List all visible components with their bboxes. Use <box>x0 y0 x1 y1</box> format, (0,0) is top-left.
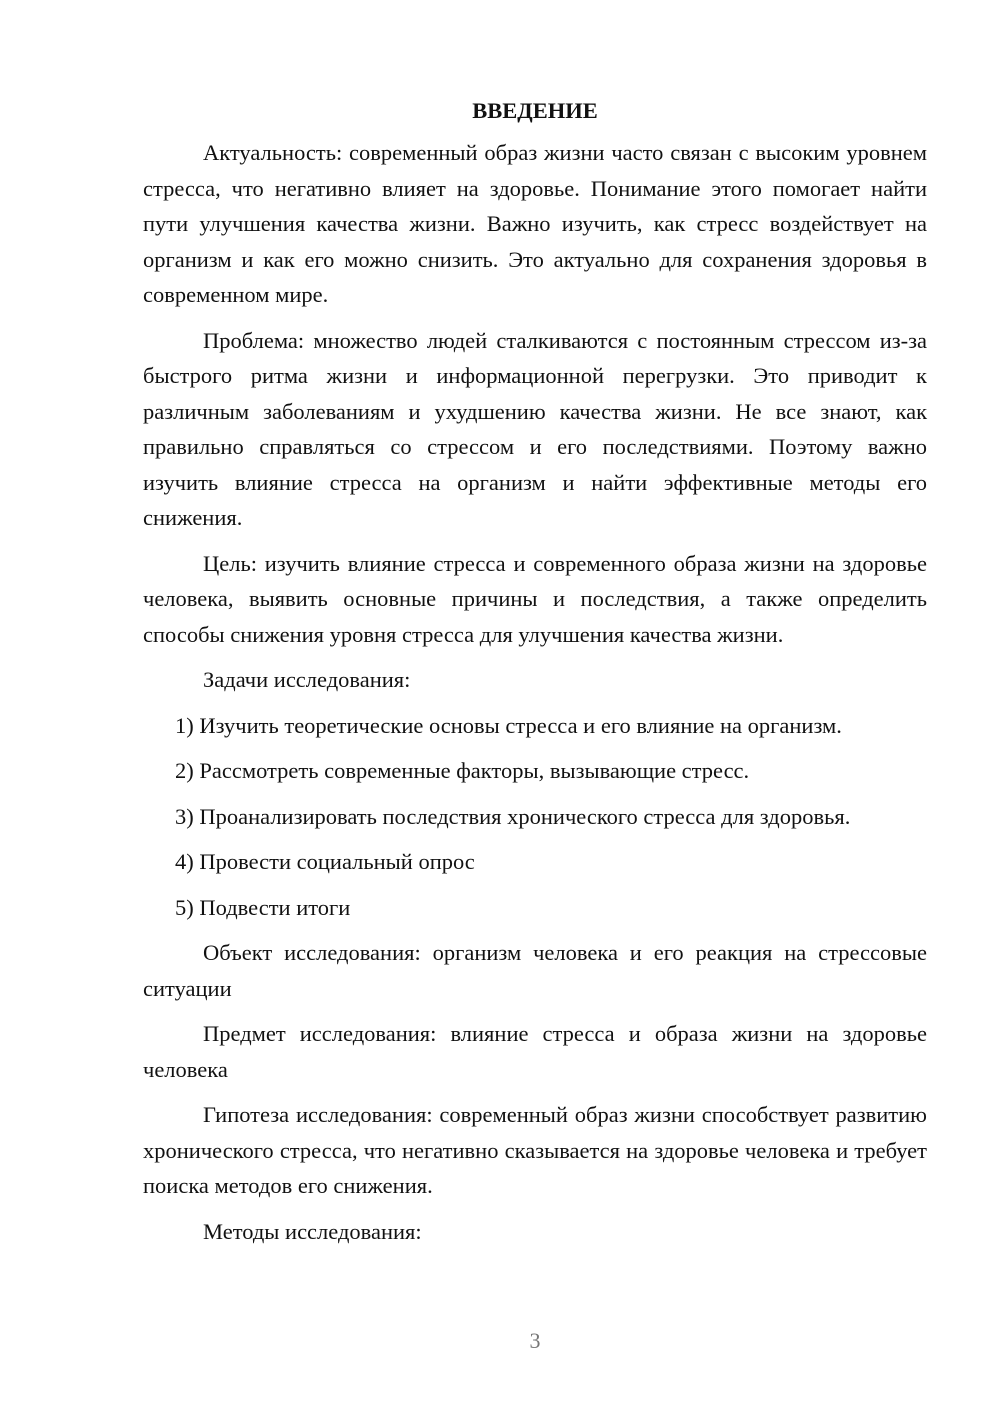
task-item: 5) Подвести итоги <box>175 894 351 920</box>
object-paragraph: Объект исследования: организм человека и его реакция на стрессовые ситуации <box>143 940 927 1001</box>
task-item: 3) Проанализировать последствия хронического стресса для здоровья. <box>175 803 851 829</box>
page-content <box>143 96 927 1259</box>
subject-paragraph: Предмет исследования: влияние стресса и образа жизни на здоровье человека <box>143 1021 927 1082</box>
task-item: 4) Провести социальный опрос <box>175 849 475 874</box>
section-title: ВВЕДЕНИЕ <box>472 98 598 123</box>
tasks-heading: Задачи исследования: <box>203 667 411 692</box>
methods-heading: Методы исследования: <box>203 1218 422 1244</box>
task-item: 2) Рассмотреть современные факторы, вызывающие стресс. <box>175 758 750 783</box>
page-number: 3 <box>529 1328 541 1353</box>
goal-paragraph: Цель: изучить влияние стресса и современного образа жизни на здоровье человека, выявить основные причины и последствия, а также определить способы снижения уровня стресса для улучшения качества жизни. <box>143 550 927 647</box>
problem-paragraph: Проблема: множество людей сталкиваются с постоянным стрессом из-за быстрого ритма жизни и информационной перегрузки. Это приводит к различным заболеваниям и ухудшению качества жизни. Не все знают, как правильно справляться со стрессом и его последствиями. Поэтому важно изучить влияние стресса на организм и найти эффективные методы его снижения. <box>143 327 927 530</box>
relevance-paragraph: Актуальность: современный образ жизни часто связан с высоким уровнем стресса, что негативно влияет на здоровье. Понимание этого помогает найти пути улучшения качества жизни. Важно изучить, как стресс воздействует на организм и как его можно снизить. Это актуально для сохранения здоровья в современном мире. <box>143 140 927 307</box>
task-item: 1) Изучить теоретические основы стресса и его влияние на организм. <box>175 712 842 738</box>
hypothesis-paragraph: Гипотеза исследования: современный образ жизни способствует развитию хронического стресса, что негативно сказывается на здоровье человека и требует поиска методов его снижения. <box>143 1102 927 1198</box>
